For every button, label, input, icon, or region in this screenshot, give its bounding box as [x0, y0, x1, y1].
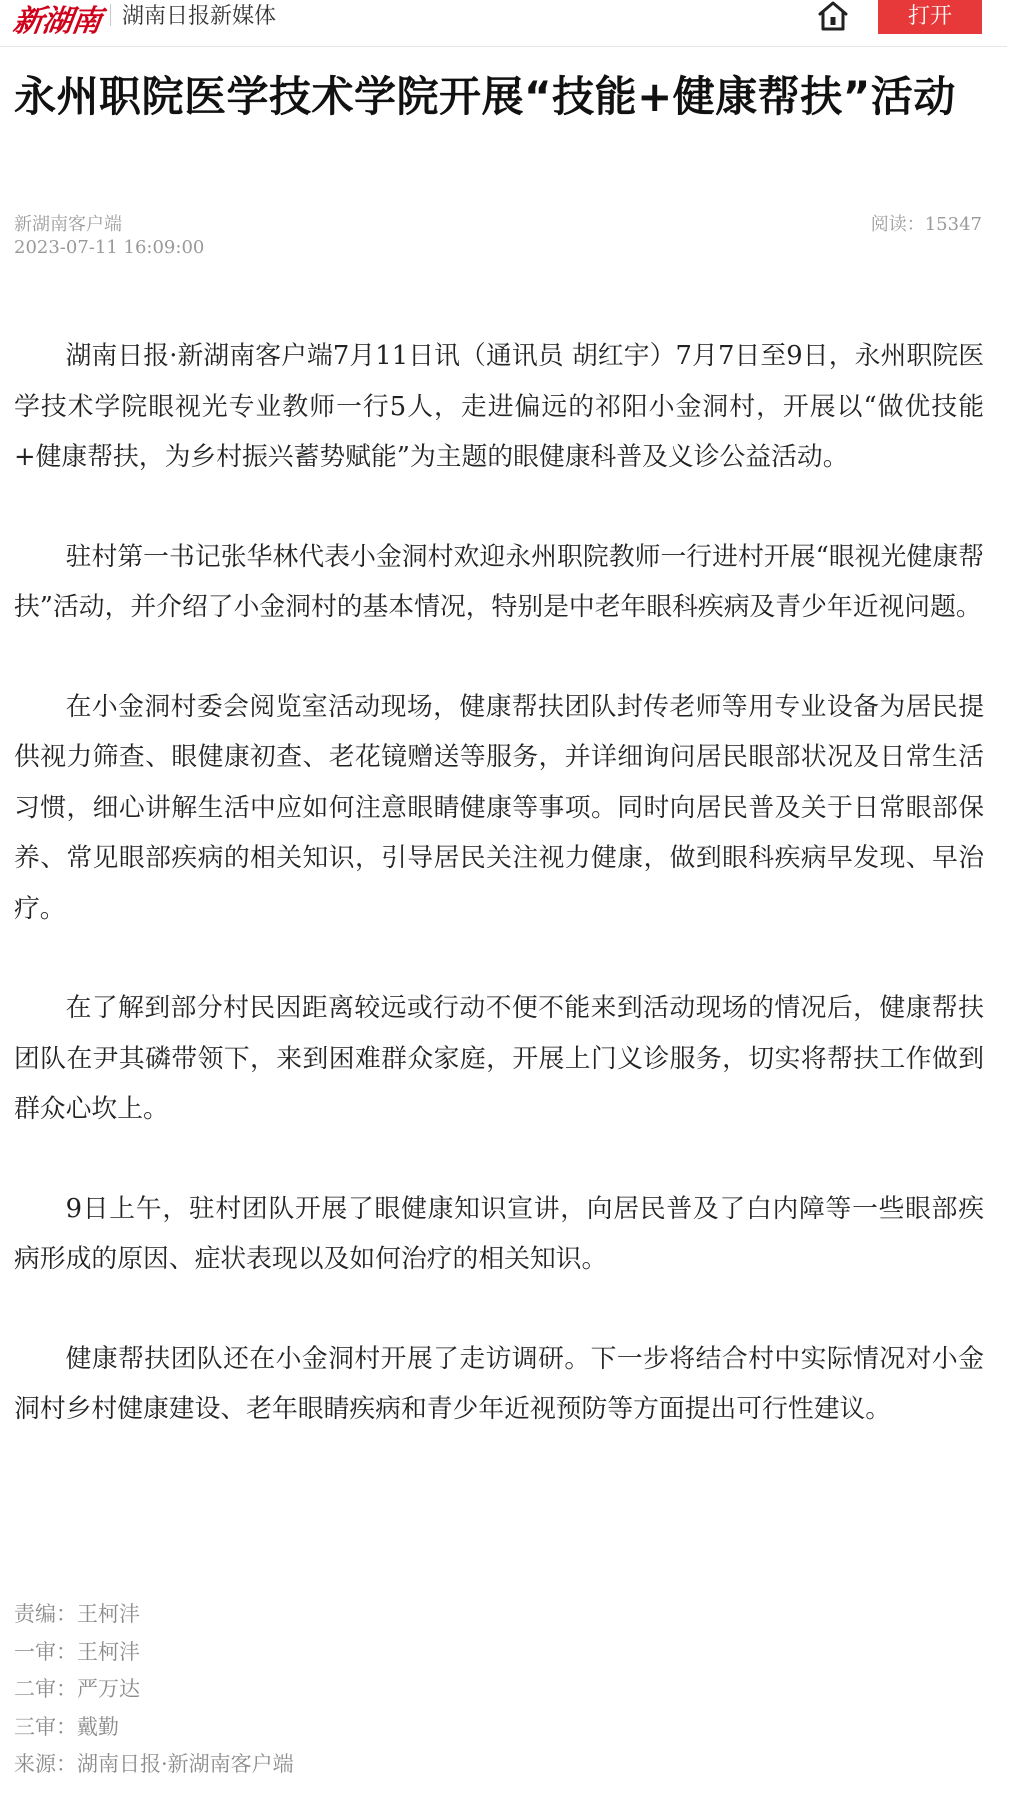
editor-line: 一审：王柯沣 [14, 1639, 140, 1664]
header-divider [110, 4, 111, 26]
article-paragraph: 9日上午，驻村团队开展了眼健康知识宣讲，向居民普及了白内障等一些眼部疾病形成的原因、症状表现以及如何治疗的相关知识。 [14, 1193, 984, 1274]
home-button[interactable] [815, 0, 851, 32]
article-paragraph: 在小金洞村委会阅览室活动现场，健康帮扶团队封传老师等用专业设备为居民提供视力筛查、眼健康初查、老花镜赠送等服务，并详细询问居民眼部状况及日常生活习惯，细心讲解生活中应如何注意眼睛健康等事项。同时向居民普及关于日常眼部保养、常见眼部疾病的相关知识，引导居民关注视力健康，做到眼科疾病早发现、早治疗。 [14, 691, 984, 924]
top-bar [0, 0, 1007, 47]
editor-line: 二审：严万达 [14, 1677, 140, 1701]
article-timestamp: 2023-07-11 16:09:00 [14, 237, 205, 258]
article-title: 永州职院医学技术学院开展“技能+健康帮扶”活动 [14, 72, 956, 121]
editor-credits [14, 1596, 294, 1784]
open-app-button[interactable]: 打开 [878, 0, 982, 34]
article-paragraph: 在了解到部分村民因距离较远或行动不便不能来到活动现场的情况后，健康帮扶团队在尹其磷带领下，来到困难群众家庭，开展上门义诊服务，切实将帮扶工作做到群众心坎上。 [14, 993, 984, 1124]
article-paragraph: 驻村第一书记张华林代表小金洞村欢迎永州职院教师一行进村开展“眼视光健康帮扶”活动，并介绍了小金洞村的基本情况，特别是中老年眼科疾病及青少年近视问题。 [14, 541, 984, 622]
editor-line: 三审：戴勤 [14, 1714, 119, 1739]
editor-line: 来源：湖南日报·新湖南客户端 [14, 1752, 294, 1776]
article-body [14, 331, 984, 1484]
home-icon [815, 0, 851, 32]
read-count: 阅读：15347 [870, 214, 982, 235]
article-paragraph: 湖南日报·新湖南客户端7月11日讯（通讯员 胡红宇）7月7日至9日，永州职院医学技术学院眼视光专业教师一行5人，走进偏远的祁阳小金洞村，开展以“做优技能+健康帮扶，为乡村振兴蓄势赋能”为主题的眼健康科普及义诊公益活动。 [14, 341, 984, 472]
editor-line: 责编：王柯沣 [14, 1602, 140, 1626]
article-paragraph: 健康帮扶团队还在小金洞村开展了走访调研。下一步将结合村中实际情况对小金洞村乡村健康建设、老年眼睛疾病和青少年近视预防等方面提出可行性建议。 [14, 1343, 984, 1424]
article-source: 新湖南客户端 [14, 214, 122, 235]
brand-name: 湖南日报新媒体 [122, 4, 277, 29]
site-logo[interactable]: 新湖南 [11, 4, 103, 39]
